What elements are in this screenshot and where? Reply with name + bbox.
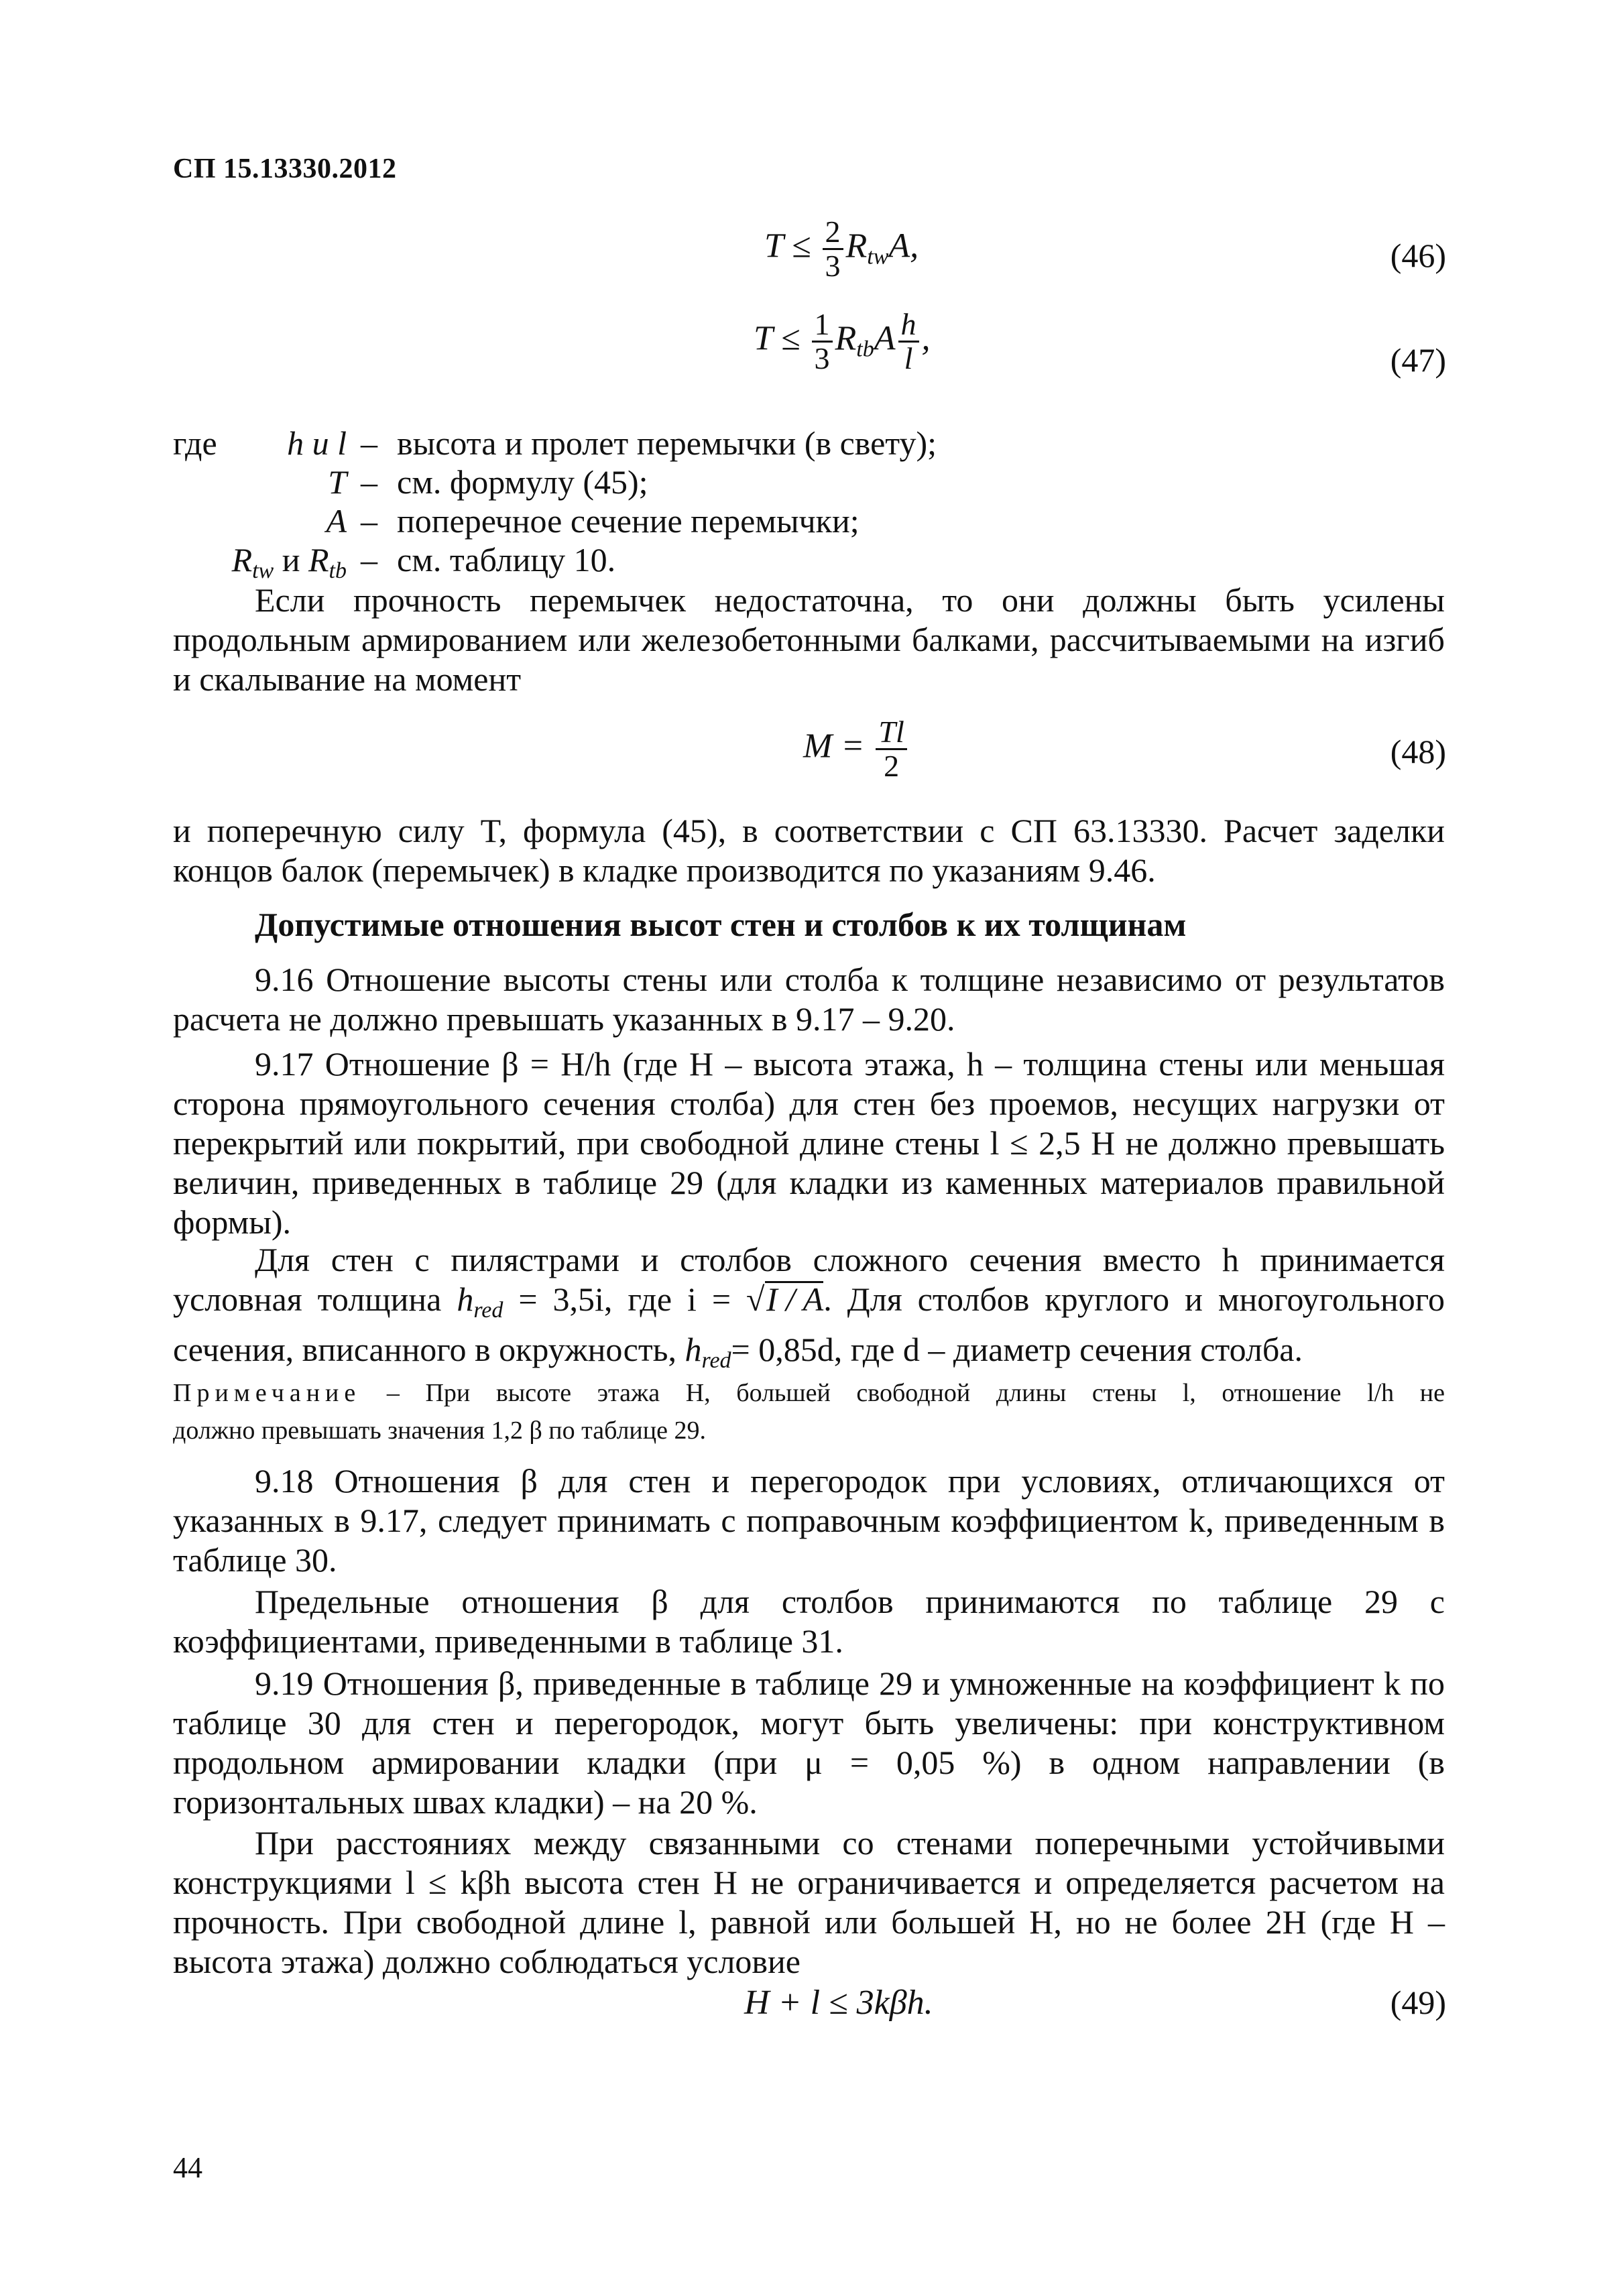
formula-48-number: (48)	[1390, 733, 1446, 770]
fraction: $\frac{2}{3}$	[823, 216, 843, 283]
fraction: $\frac{1}{3}$	[812, 308, 833, 375]
where-text: см. формулу (45);	[397, 463, 648, 501]
where-symbol: h и l	[287, 424, 347, 462]
paragraph-9-18: 9.18 Отношения β для стен и перегородок при условиях, отличающихся от указанных в 9.17, следует принимать с поправочным коэффициентом k, приведенным в таблице 30.	[173, 1462, 1445, 1579]
where-row	[0, 424, 1599, 464]
paragraph: Если прочность перемычек недостаточна, то они должны быть усилены продольным армированием или железобетонными балками, рассчитываемыми на изгиб и скалывание на момент	[173, 581, 1445, 698]
where-symbol: $R_{tw}$ и $R_{tb}$	[231, 541, 347, 583]
formula-49: H + l ≤ 3kβh.	[744, 1984, 933, 2022]
section-heading: Допустимые отношения высот стен и столбов к их толщинам	[255, 906, 1187, 943]
formula-46-number: (46)	[1390, 237, 1446, 274]
where-word: где	[173, 424, 217, 462]
where-text: см. таблицу 10.	[397, 541, 616, 579]
where-row	[0, 501, 1599, 542]
paragraph-9-16: 9.16 Отношение высоты стены или столба к толщине независимо от результатов расчета не должно превышать указанных в 9.17 – 9.20.	[173, 961, 1445, 1038]
where-row	[0, 540, 1599, 581]
paragraph: Для стен с пилястрами и столбов сложного сечения вместо h принимается условная толщина $h_{red} = 3,5i$, где i = √ I / A. Для столбов круглого и многоугольного сечения, вписанного в окружность, $h_{red}= 0,85d$, где d – диаметр сечения столба.	[173, 1241, 1445, 1373]
formula-47: T ≤ $\frac{1}{3}$ $R_{tb}A$ $\frac{h}{l}$ ,	[754, 307, 931, 376]
where-dash: –	[361, 463, 377, 501]
where-symbol: A	[326, 502, 347, 540]
formula-49-number: (49)	[1390, 1984, 1446, 2021]
where-dash: –	[361, 502, 377, 540]
formula-46: T ≤ $\frac{2}{3}$ $R_{tw}A$,	[764, 215, 919, 284]
formula-48: M = $\frac{Tl}{2}$	[803, 716, 910, 783]
where-dash: –	[361, 541, 377, 579]
page-number: 44	[173, 2151, 202, 2184]
fraction: $\frac{Tl}{2}$	[876, 716, 906, 783]
fraction: $\frac{h}{l}$	[898, 308, 919, 375]
square-root: √ I / A	[746, 1280, 824, 1318]
paragraph-9-19: 9.19 Отношения β, приведенные в таблице 29 и умноженные на коэффициент k по таблице 30 для стен и перегородок, могут быть увеличены: при конструктивном продольном армировании кладки (при μ = 0,05 %) в одном направлении (в горизонтальных швах кладки) – на 20 %.	[173, 1665, 1445, 1821]
where-text: высота и пролет перемычки (в свету);	[397, 424, 937, 462]
document-code-header: СП 15.13330.2012	[173, 154, 397, 184]
paragraph: Предельные отношения β для столбов принимаются по таблице 29 с коэффициентами, приведенными в таблице 31.	[173, 1583, 1445, 1660]
note: Примечание – При высоте этажа H, большей свободной длины стены l, отношение l/h не должно превышать значения 1,2 β по таблице 29.	[173, 1379, 1445, 1445]
where-text: поперечное сечение перемычки;	[397, 502, 860, 540]
note-label: Примечание	[173, 1379, 361, 1407]
paragraph: При расстояниях между связанными со стенами поперечными устойчивыми конструкциями l ≤ kβh высота стен H не ограничивается и определяется расчетом на прочность. При свободной длине l, равной или большей H, но не более 2H (где H – высота этажа) должно соблюдаться условие	[173, 1824, 1445, 1980]
where-dash: –	[361, 424, 377, 462]
where-symbol: T	[328, 463, 347, 501]
paragraph: и поперечную силу T, формула (45), в соответствии с СП 63.13330. Расчет заделки концов балок (перемычек) в кладке производится по указаниям 9.46.	[173, 812, 1445, 889]
paragraph-9-17: 9.17 Отношение β = H/h (где H – высота этажа, h – толщина стены или меньшая сторона прямоугольного сечения столба) для стен без проемов, несущих нагрузки от перекрытий или покрытий, при свободной длине стены l ≤ 2,5 H не должно превышать величин, приведенных в таблице 29 (для кладки из каменных материалов правильной формы).	[173, 1045, 1445, 1241]
where-row	[0, 463, 1599, 503]
formula-47-number: (47)	[1390, 341, 1446, 379]
